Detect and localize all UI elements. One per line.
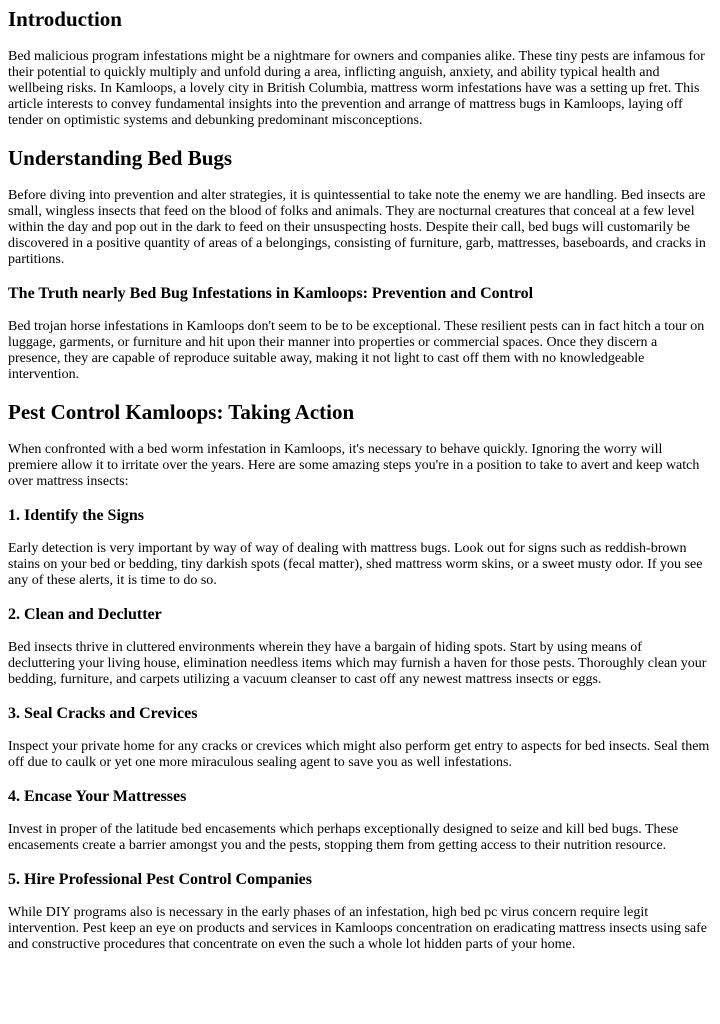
- heading-introduction: Introduction: [8, 7, 122, 31]
- heading-pest-control-action: Pest Control Kamloops: Taking Action: [8, 400, 355, 424]
- paragraph-understanding-bed-bugs: Before diving into prevention and alter strategies, it is quintessential to take note the enemy we are handling. Bed insects are small, wingless insects that feed on the blood of folks and animals. They are nocturnal creatures that conceal at a few level within the day and pop out in the dark to feed on their unsuspecting hosts. Despite their call, bed bugs will customarily be discovered in a positive quantity of areas of a belongings, consisting of furniture, garb, mattresses, baseboards, and cracks in partitions.: [8, 188, 706, 267]
- paragraph-seal-cracks: Inspect your private home for any cracks or crevices which might also perform get entry to aspects for bed insects. Seal them off due to caulk or yet one more miraculous sealing agent to save you as well infestations.: [8, 739, 710, 770]
- heading-clean-declutter: 2. Clean and Declutter: [8, 606, 162, 623]
- heading-understanding-bed-bugs: Understanding Bed Bugs: [8, 146, 233, 170]
- heading-encase-mattresses: 4. Encase Your Mattresses: [8, 788, 187, 805]
- heading-seal-cracks: 3. Seal Cracks and Crevices: [8, 705, 198, 722]
- paragraph-introduction: Bed malicious program infestations might be a nightmare for owners and companies alike. These tiny pests are infamous for their potential to quickly multiply and unfold during a area, inflicting anguish, anxiety, and ability typical health and wellbeing risks. In Kamloops, a lovely city in British Columbia, mattress worm infestations have was a setting up fret. This article interests to convey fundamental insights into the prevention and arrange of mattress bugs in Kamloops, laying off tender on optimistic systems and debunking predominant misconceptions.: [8, 49, 705, 128]
- paragraph-clean-declutter: Bed insects thrive in cluttered environments wherein they have a bargain of hiding spots. Start by using means of decluttering your living house, elimination needless items which may furnish a haven for those pests. Thoroughly clean your bedding, furniture, and carpets utilizing a vacuum cleanser to cast off any newest mattress insects or eggs.: [8, 640, 707, 687]
- heading-hire-professionals: 5. Hire Professional Pest Control Companies: [8, 871, 312, 888]
- heading-identify-signs: 1. Identify the Signs: [8, 507, 145, 524]
- paragraph-truth-infestations: Bed trojan horse infestations in Kamloops don't seem to be to be exceptional. These resilient pests can in fact hitch a tour on luggage, garments, or furniture and hit upon their manner into properties or commercial spaces. Once they discern a presence, they are capable of reproduce suitable away, making it not light to cast off them with no knowledgeable intervention.: [8, 319, 705, 382]
- heading-truth-infestations: The Truth nearly Bed Bug Infestations in Kamloops: Prevention and Control: [8, 285, 534, 302]
- paragraph-identify-signs: Early detection is very important by way of way of dealing with mattress bugs. Look out for signs such as reddish-brown stains on your bed or bedding, tiny darkish spots (fecal matter), shed mattress worm skins, or a sweet musty odor. If you see any of these alerts, it is time to do so.: [8, 541, 703, 588]
- paragraph-hire-professionals: While DIY programs also is necessary in the early phases of an infestation, high bed pc virus concern require legit intervention. Pest keep an eye on products and services in Kamloops concentration on eradicating mattress insects using safe and constructive procedures that concentrate on even the such a whole lot hidden parts of your home.: [8, 905, 708, 952]
- paragraph-encase-mattresses: Invest in proper of the latitude bed encasements which perhaps exceptionally designed to seize and kill bed bugs. These encasements create a barrier amongst you and the pests, stopping them from getting access to their nutrition resource.: [8, 822, 679, 853]
- article: [0, 7, 720, 953]
- paragraph-pest-control-action: When confronted with a bed worm infestation in Kamloops, it's necessary to behave quickly. Ignoring the worry will premiere allow it to irritate over the years. Here are some amazing steps you're in a position to take to avert and keep watch over mattress insects:: [8, 442, 700, 489]
